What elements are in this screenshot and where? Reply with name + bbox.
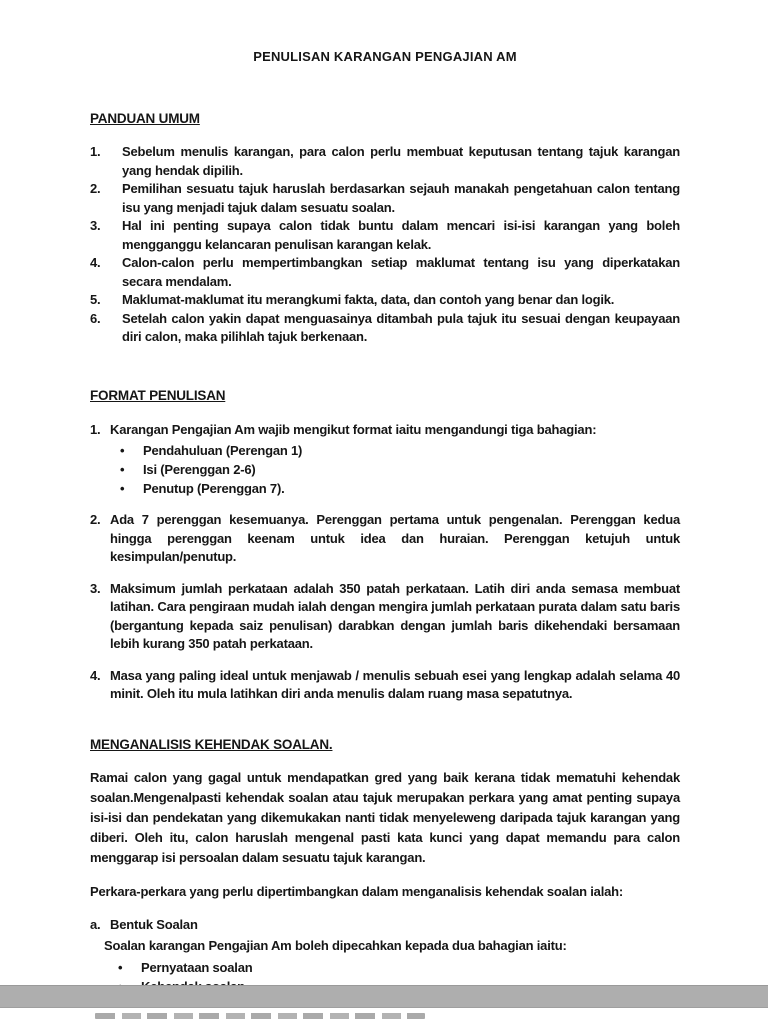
list-number: 1. [90, 144, 101, 159]
format-item-3 [90, 580, 680, 654]
bullet-marker: • [118, 959, 123, 975]
list-text: Setelah calon yakin dapat menguasainya ditambah pula tajuk itu sesuai dengan keupayaan diri calon, maka pilihlah tajuk berkenaan. [122, 310, 680, 344]
list-item [90, 254, 680, 291]
list-text: Sebelum menulis karangan, para calon perlu membuat keputusan tentang tajuk karangan yang hendak dipilih. [122, 144, 680, 178]
subsection-letter: a. [90, 916, 101, 932]
list-item [90, 143, 680, 180]
list-number: 3. [90, 218, 101, 233]
bullet-item [90, 479, 680, 498]
list-number: 6. [90, 310, 101, 326]
bullet-text: Pendahuluan (Perengan 1) [143, 443, 303, 458]
page-separator [0, 985, 768, 1008]
bullet-text: Pernyataan soalan [141, 959, 253, 975]
bullet-marker: • [120, 462, 125, 477]
list-text: Calon-calon perlu mempertimbangkan setiap maklumat tentang isu yang diperkatakan secara mendalam. [122, 255, 680, 289]
list-text: Pemilihan sesuatu tajuk haruslah berdasarkan sejauh manakah pengetahuan calon tentang isu yang menjadi tajuk dalam sesuatu soalan. [122, 181, 680, 215]
list-number: 2. [90, 181, 101, 196]
list-item [90, 217, 680, 254]
next-page-preview [0, 1009, 768, 1024]
list-text: Karangan Pengajian Am wajib mengikut format iaitu mengandungi tiga bahagian: [110, 421, 597, 437]
format-item-4 [90, 667, 680, 704]
list-text: Maksimum jumlah perkataan adalah 350 patah perkataan. Latih diri anda semasa membuat latihan. Cara pengiraan mudah ialah dengan mengira jumlah perkataan purata dalam satu baris (bergantung kepada saiz penulisan) darabkan dengan jumlah baris dikehendaki bersamaan lebih kurang 350 patah perkataan. [110, 580, 680, 651]
bullet-marker: • [120, 443, 125, 458]
format-item-1 [90, 421, 680, 440]
list-item [90, 291, 680, 310]
list-item [90, 180, 680, 217]
section-heading-format-penulisan: FORMAT PENULISAN [90, 387, 226, 403]
list-number: 4. [90, 255, 101, 270]
subsection-a-heading [90, 916, 680, 935]
format-item-2 [90, 511, 680, 567]
list-item [90, 310, 680, 347]
bullet-marker: • [120, 481, 125, 496]
section-heading-menganalisis: MENGANALISIS KEHENDAK SOALAN. [90, 736, 333, 752]
subsection-title: Bentuk Soalan [110, 916, 198, 932]
list-number: 2. [90, 512, 101, 527]
list-text: Ada 7 perenggan kesemuanya. Perenggan pertama untuk pengenalan. Perenggan kedua hingga perenggan keenam untuk idea dan huraian. Perenggan ketujuh untuk kesimpulan/penutup. [110, 512, 680, 564]
analisis-paragraph-1: Ramai calon yang gagal untuk mendapatkan gred yang baik kerana tidak mematuhi kehendak soalan.Mengenalpasti kehendak soalan atau tajuk merupakan perkara yang amat penting supaya isi-isi dan pendekatan yang dikemukakan nanti tidak menyeleweng daripada tajuk karangan yang diberi. Oleh itu, calon haruslah mengenal pasti kata kunci yang dapat memandu para calon menggarap isi persoalan dalam sesuatu tajuk karangan. [90, 769, 680, 865]
list-text: Maklumat-maklumat itu merangkumi fakta, data, dan contoh yang benar dan logik. [122, 292, 615, 307]
next-page-text-preview [95, 1013, 425, 1019]
list-number: 4. [90, 667, 101, 683]
format-item-1-bullets [90, 441, 680, 498]
bullet-item [90, 441, 680, 460]
document-title: PENULISAN KARANGAN PENGAJIAN AM [253, 49, 517, 64]
bullet-item [90, 460, 680, 479]
bullet-text: Isi (Perenggan 2-6) [143, 462, 256, 477]
list-text: Hal ini penting supaya calon tidak buntu dalam mencari isi-isi karangan yang boleh mengganggu kelancaran penulisan karangan kelak. [122, 218, 680, 252]
bullet-text: Penutup (Perenggan 7). [143, 481, 285, 496]
bullet-item [90, 958, 680, 977]
analisis-paragraph-2: Perkara-perkara yang perlu dipertimbangkan dalam menganalisis kehendak soalan ialah: [90, 883, 624, 899]
list-text: Masa yang paling ideal untuk menjawab / menulis sebuah esei yang lengkap adalah selama 40 minit. Oleh itu mula latihkan diri anda menulis dalam ruang masa sepatutnya. [110, 667, 680, 701]
subsection-a-intro: Soalan karangan Pengajian Am boleh dipecahkan kepada dua bahagian iaitu: [104, 938, 567, 953]
section-heading-panduan-umum: PANDUAN UMUM [90, 111, 200, 126]
panduan-umum-list [90, 143, 680, 347]
list-number: 1. [90, 421, 101, 437]
list-number: 3. [90, 580, 101, 596]
list-number: 5. [90, 292, 101, 307]
